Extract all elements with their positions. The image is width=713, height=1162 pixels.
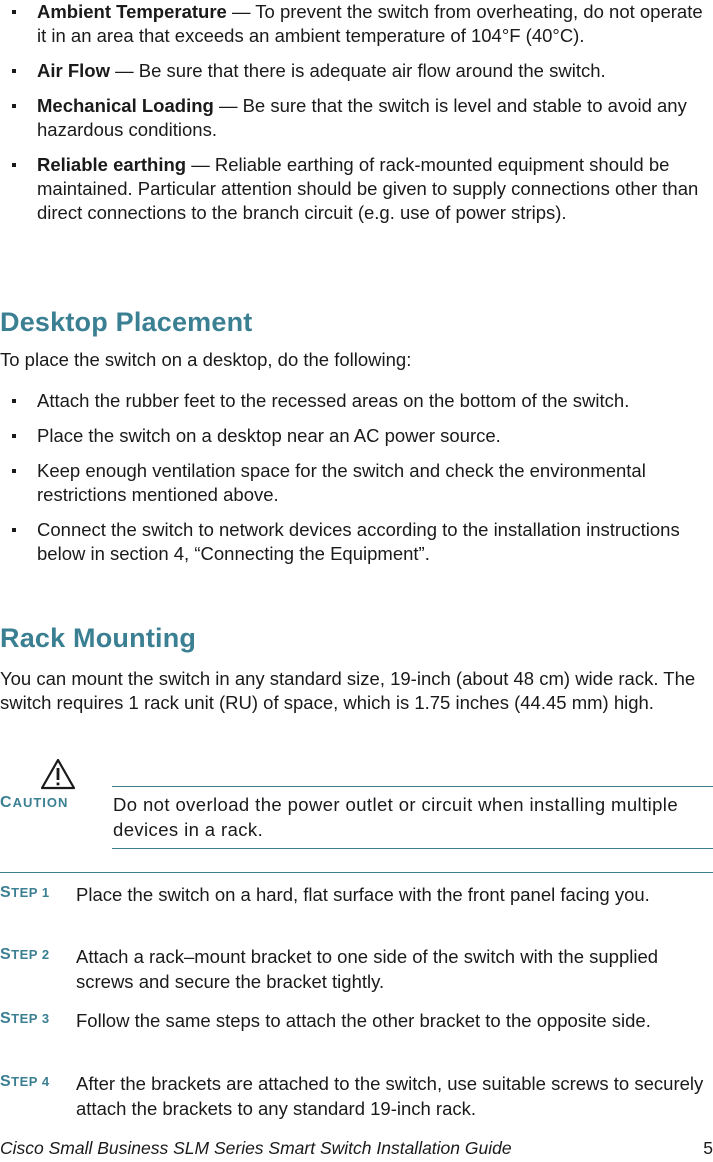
step-label-initial: S (0, 946, 12, 963)
rack-intro: You can mount the switch in any standard size, 19-inch (about 48 cm) wide rack. The switch requires 1 rack unit (RU) of space, which is 1.75 inches (44.45 mm) high. (0, 668, 696, 713)
caution-label-rest: AUTION (12, 795, 69, 810)
caution-label (0, 794, 100, 812)
environment-bullet-list (0, 0, 708, 225)
caution-text: Do not overload the power outlet or circuit when installing multiple devices in a rack. (113, 794, 679, 840)
rack-mounting-heading: Rack Mounting (0, 623, 197, 653)
step-label-rest: TEP 2 (11, 947, 50, 962)
desktop-bullet: Connect the switch to network devices according to the installation instructions below in section 4, “Connecting the Equipment”. (0, 518, 708, 566)
step-text: Attach a rack–mount bracket to one side of the switch with the supplied screws and secure the bracket tightly. (76, 946, 659, 992)
page-footer (0, 1138, 713, 1159)
bullet-text: — Be sure that there is adequate air flow around the switch. (109, 60, 606, 81)
warning-triangle-icon (40, 758, 76, 790)
steps-divider (0, 872, 713, 873)
desktop-bullet-list (0, 389, 708, 566)
bullet-bold-label: Air Flow (37, 60, 110, 81)
bullet-bold-label: Ambient Temperature (37, 1, 227, 22)
step-label-rest: TEP 1 (11, 885, 50, 900)
bullet-air-flow (0, 59, 708, 83)
bullet-text: — Be sure that the switch is level and stable to avoid any hazardous conditions. (37, 95, 687, 140)
desktop-bullet: Attach the rubber feet to the recessed areas on the bottom of the switch. (0, 389, 708, 413)
bullet-ambient-temperature (0, 0, 708, 48)
step-label-rest: TEP 4 (11, 1074, 50, 1089)
step-label-initial: S (0, 1073, 12, 1090)
step-label (0, 1010, 50, 1028)
caution-label-initial: C (0, 794, 13, 811)
caution-rule-top (112, 786, 713, 787)
bullet-bold-label: Mechanical Loading (37, 95, 214, 116)
step-label (0, 884, 50, 902)
step-label-initial: S (0, 1010, 12, 1027)
bullet-bold-label: Reliable earthing (37, 154, 187, 175)
step-label-rest: TEP 3 (11, 1011, 50, 1026)
step-text: Follow the same steps to attach the other bracket to the opposite side. (76, 1010, 651, 1031)
caution-rule-bottom (112, 848, 713, 849)
step-label (0, 946, 50, 964)
footer-title: Cisco Small Business SLM Series Smart Switch Installation Guide (0, 1138, 512, 1158)
step-text: After the brackets are attached to the switch, use suitable screws to securely attach the brackets to any standard 19-inch rack. (76, 1073, 704, 1119)
step-label (0, 1073, 50, 1091)
bullet-mechanical-loading (0, 94, 708, 142)
step-text: Place the switch on a hard, flat surface with the front panel facing you. (76, 884, 650, 905)
page-number: 5 (703, 1138, 713, 1158)
desktop-bullet: Place the switch on a desktop near an AC power source. (0, 424, 708, 448)
step-label-initial: S (0, 884, 12, 901)
desktop-placement-heading: Desktop Placement (0, 307, 253, 337)
desktop-bullet: Keep enough ventilation space for the switch and check the environmental restrictions mentioned above. (0, 459, 708, 507)
bullet-text: — Reliable earthing of rack-mounted equipment should be maintained. Particular attention should be given to supply connections other than direct connections to the branch circuit (e.g. use of power strips). (37, 154, 699, 223)
bullet-reliable-earthing (0, 153, 708, 225)
bullet-text: — To prevent the switch from overheating, do not operate it in an area that exceeds an ambient temperature of 104°F (40°C). (37, 1, 703, 46)
desktop-intro: To place the switch on a desktop, do the following: (0, 349, 412, 370)
